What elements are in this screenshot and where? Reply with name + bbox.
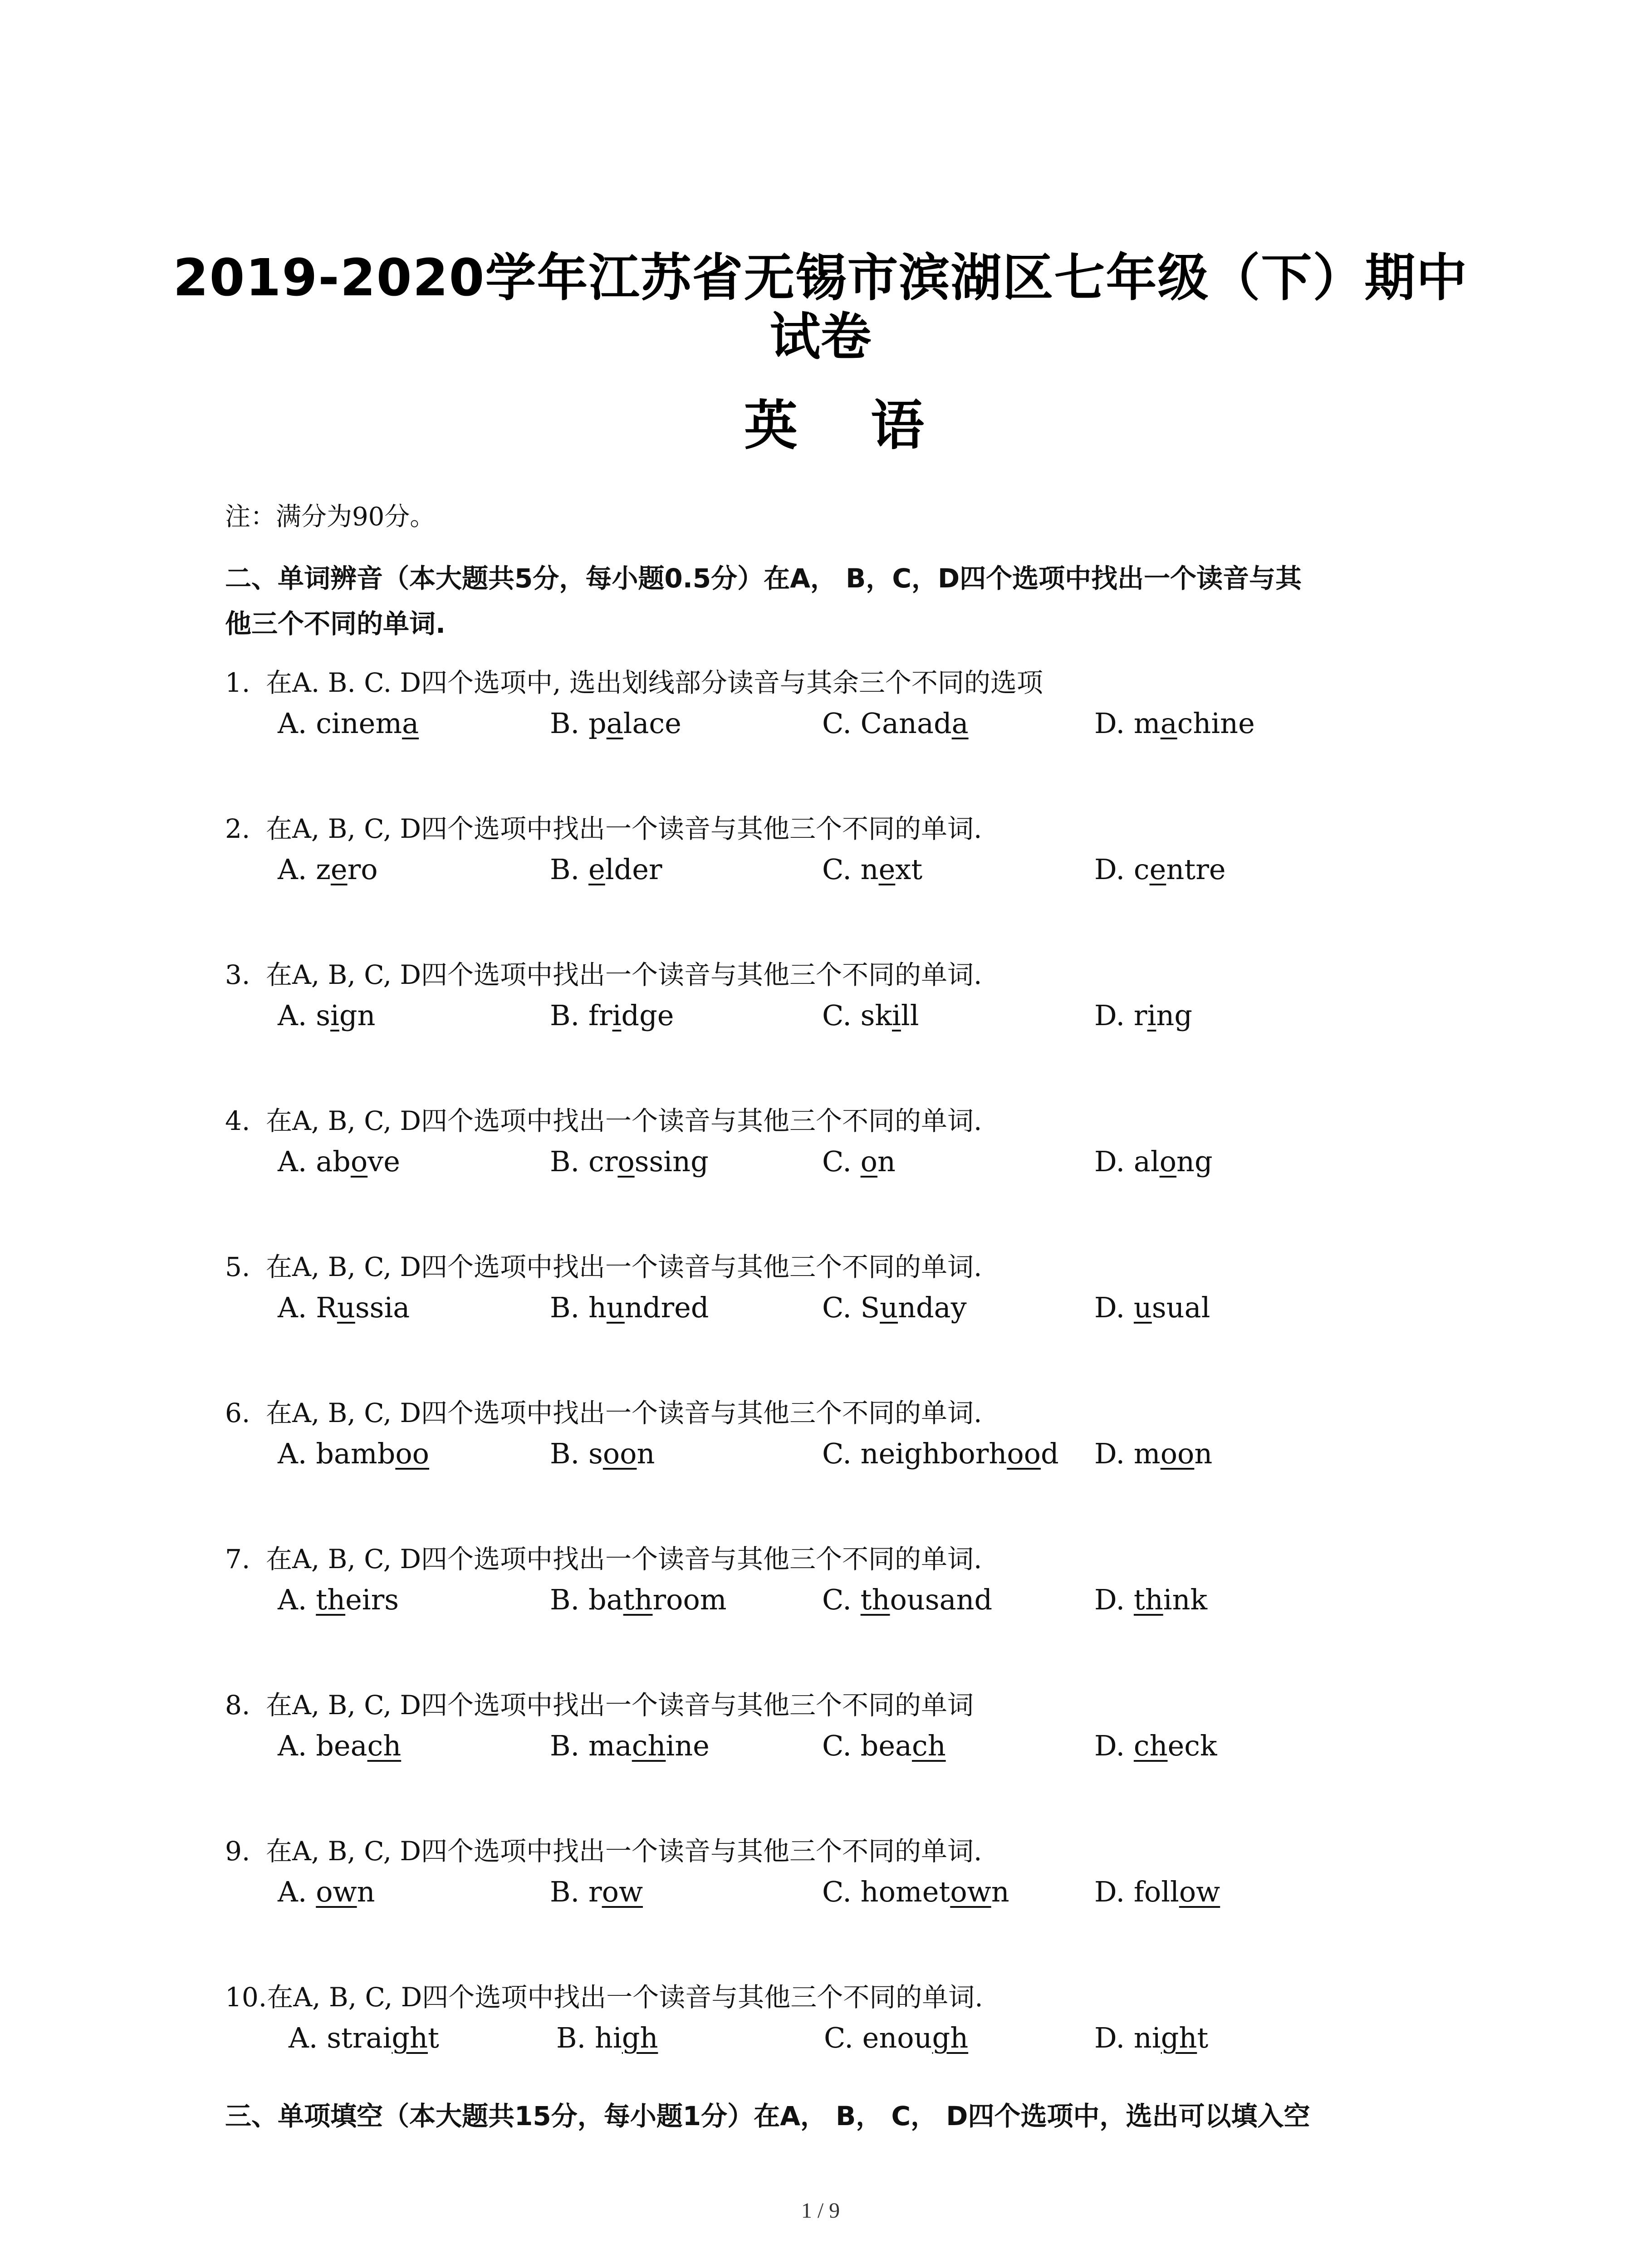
underlined-letters: ow: [316, 1875, 357, 1908]
option-text: D. foll: [1094, 1875, 1179, 1908]
answer-option-b[interactable]: [556, 2015, 658, 2061]
question-number: 8.: [225, 1690, 250, 1721]
underlined-letters: u: [337, 1291, 355, 1324]
option-text: D. r: [1094, 999, 1147, 1032]
underlined-letters: oo: [1007, 1437, 1041, 1470]
answer-option-d[interactable]: [1094, 1723, 1217, 1769]
option-text: D.: [1094, 1583, 1134, 1616]
option-text: eck: [1167, 1729, 1217, 1762]
underlined-letters: gh: [932, 2021, 969, 2054]
underlined-letters: gh: [392, 2021, 428, 2054]
exam-title-line1: 2019-2020学年江苏省无锡市滨湖区七年级（下）期中: [173, 249, 1468, 308]
option-text: D. ni: [1094, 2021, 1161, 2054]
question-item: [225, 1687, 1450, 1769]
question-stem: [225, 1979, 1450, 2015]
underlined-letters: ch: [632, 1729, 666, 1762]
question-text: 在A, B, C, D四个选项中找出一个读音与其他三个不同的单词.: [266, 1251, 982, 1282]
underlined-letters: gh: [1161, 2021, 1197, 2054]
question-text: 在A, B, C, D四个选项中找出一个读音与其他三个不同的单词: [266, 1690, 974, 1721]
question-number: 7.: [225, 1544, 250, 1574]
option-text: C.: [822, 1145, 861, 1178]
option-text: dge: [621, 999, 674, 1032]
question-number: 4.: [225, 1105, 250, 1136]
answer-option-c[interactable]: [822, 1431, 1059, 1476]
question-text: 在A, B, C, D四个选项中找出一个读音与其他三个不同的单词.: [266, 1398, 982, 1428]
underlined-letters: e: [878, 853, 896, 886]
option-text: B. cr: [550, 1145, 618, 1178]
option-row: [225, 701, 1450, 746]
underlined-letters: i: [1147, 999, 1156, 1032]
answer-option-d[interactable]: [1094, 1139, 1213, 1184]
section-2-heading-line2: 他三个不同的单词.: [225, 608, 446, 639]
option-text: C. Canad: [822, 707, 952, 740]
option-text: C. n: [822, 853, 879, 886]
answer-option-c[interactable]: [822, 1285, 967, 1330]
answer-option-c[interactable]: [822, 701, 969, 746]
answer-option-c[interactable]: [822, 1723, 946, 1769]
option-row: [225, 847, 1450, 892]
page-number: 1 / 9: [801, 2199, 840, 2223]
answer-option-a[interactable]: [278, 1577, 399, 1623]
section-3-heading-line1: 三、单项填空（本大题共15分，每小题1分）在A， B， C， D四个选项中，选出可以填入空: [225, 2101, 1310, 2131]
section-2-heading: [225, 556, 1450, 646]
option-text: D. al: [1094, 1145, 1160, 1178]
underlined-letters: e: [330, 853, 348, 886]
answer-option-b[interactable]: [550, 1577, 727, 1623]
option-text: C. bea: [822, 1729, 912, 1762]
option-text: d: [1040, 1437, 1059, 1470]
option-text: ve: [367, 1145, 400, 1178]
option-text: n: [637, 1437, 655, 1470]
question-stem: [225, 1103, 1450, 1139]
option-text: D. m: [1094, 1437, 1161, 1470]
answer-option-b[interactable]: [550, 701, 681, 746]
option-text: ssing: [634, 1145, 709, 1178]
option-text: B. h: [550, 1291, 607, 1324]
option-text: C. enou: [824, 2021, 932, 2054]
option-text: B. r: [550, 1875, 602, 1908]
underlined-letters: e: [588, 853, 605, 886]
underlined-letters: ow: [950, 1875, 991, 1908]
answer-option-b[interactable]: [550, 1869, 643, 1915]
underlined-letters: i: [892, 999, 901, 1032]
option-row: [225, 1139, 1450, 1184]
underlined-letters: i: [330, 999, 339, 1032]
option-text: room: [652, 1583, 727, 1616]
option-text: ntre: [1166, 853, 1226, 886]
option-text: nday: [898, 1291, 967, 1324]
option-text: D. m: [1094, 707, 1161, 740]
option-row: [225, 1577, 1450, 1623]
option-text: ousand: [890, 1583, 993, 1616]
question-number: 10.: [225, 1982, 267, 2013]
option-text: B. hi: [556, 2021, 622, 2054]
option-text: gn: [339, 999, 376, 1032]
answer-option-a[interactable]: [278, 1285, 410, 1330]
question-item: [225, 1395, 1450, 1476]
underlined-letters: ow: [602, 1875, 643, 1908]
option-text: A. strai: [289, 2021, 392, 2054]
answer-option-a[interactable]: [289, 2015, 439, 2061]
question-stem: [225, 1833, 1450, 1869]
option-text: C. S: [822, 1291, 880, 1324]
option-text: t: [1197, 2021, 1209, 2054]
option-text: C.: [822, 1583, 861, 1616]
answer-option-c[interactable]: [822, 993, 919, 1038]
question-number: 1.: [225, 667, 250, 698]
question-stem: [225, 1541, 1450, 1577]
option-text: eirs: [345, 1583, 399, 1616]
question-stem: [225, 811, 1450, 847]
option-row: [225, 1723, 1450, 1769]
question-item: [225, 1541, 1450, 1623]
question-number: 9.: [225, 1836, 250, 1867]
answer-option-b[interactable]: [550, 1723, 710, 1769]
underlined-letters: ch: [1133, 1729, 1168, 1762]
answer-option-c[interactable]: [824, 2015, 968, 2061]
answer-option-b[interactable]: [550, 847, 662, 892]
underlined-letters: oo: [603, 1437, 637, 1470]
option-row: [225, 1285, 1450, 1330]
underlined-letters: u: [880, 1291, 898, 1324]
underlined-letters: e: [1149, 853, 1166, 886]
score-note: 注：满分为90分。: [225, 502, 436, 532]
answer-option-a[interactable]: [278, 701, 419, 746]
answer-option-b[interactable]: [550, 1431, 655, 1476]
answer-option-d[interactable]: [1094, 2015, 1208, 2061]
option-text: ssia: [355, 1291, 410, 1324]
answer-option-a[interactable]: [278, 1723, 401, 1769]
option-text: n: [877, 1145, 896, 1178]
option-text: ll: [901, 999, 919, 1032]
underlined-letters: oo: [395, 1437, 429, 1470]
question-item: [225, 1979, 1450, 2061]
option-text: A.: [278, 1875, 316, 1908]
option-text: D.: [1094, 1291, 1134, 1324]
option-text: sual: [1151, 1291, 1210, 1324]
option-text: B. ba: [550, 1583, 623, 1616]
option-text: xt: [895, 853, 923, 886]
section-2-heading-line1: 二、单词辨音（本大题共5分，每小题0.5分）在A， B，C，D四个选项中找出一个读音与其: [225, 563, 1302, 594]
underlined-letters: ow: [1179, 1875, 1220, 1908]
option-text: A. bamb: [278, 1437, 396, 1470]
option-text: B. p: [550, 707, 607, 740]
option-text: ine: [666, 1729, 710, 1762]
answer-option-b[interactable]: [550, 1285, 709, 1330]
answer-option-d[interactable]: [1094, 1431, 1212, 1476]
answer-option-c[interactable]: [822, 1869, 1009, 1915]
underlined-letters: u: [1133, 1291, 1152, 1324]
option-text: ink: [1163, 1583, 1208, 1616]
question-text: 在A, B, C, D四个选项中找出一个读音与其他三个不同的单词.: [266, 959, 982, 990]
option-text: B.: [550, 853, 588, 886]
option-row: [225, 1869, 1450, 1915]
underlined-letters: u: [606, 1291, 625, 1324]
answer-option-d[interactable]: [1094, 701, 1255, 746]
option-text: ro: [347, 853, 378, 886]
option-text: C. homet: [822, 1875, 950, 1908]
question-stem: [225, 1687, 1450, 1723]
answer-option-c[interactable]: [822, 847, 922, 892]
option-text: C. neighborh: [822, 1437, 1007, 1470]
option-text: B. ma: [550, 1729, 632, 1762]
option-text: A.: [278, 1583, 316, 1616]
question-text: 在A, B, C, D四个选项中找出一个读音与其他三个不同的单词.: [266, 1105, 982, 1136]
option-text: ng: [1156, 999, 1193, 1032]
answer-option-d[interactable]: [1094, 993, 1192, 1038]
option-row: [225, 2015, 1450, 2061]
option-text: t: [427, 2021, 439, 2054]
answer-option-a[interactable]: [278, 1431, 429, 1476]
option-text: lace: [623, 707, 681, 740]
exam-title-line2: 试卷: [769, 308, 872, 367]
underlined-letters: th: [1133, 1583, 1163, 1616]
underlined-letters: oo: [1160, 1437, 1195, 1470]
answer-option-a[interactable]: [278, 1139, 400, 1184]
underlined-letters: o: [1159, 1145, 1177, 1178]
option-row: [225, 1431, 1450, 1476]
answer-option-c[interactable]: [822, 1139, 896, 1184]
underlined-letters: a: [402, 707, 419, 740]
option-text: A. z: [278, 853, 331, 886]
answer-option-d[interactable]: [1094, 1285, 1210, 1330]
option-text: B. fr: [550, 999, 612, 1032]
question-item: [225, 957, 1450, 1038]
question-stem: [225, 957, 1450, 993]
question-item: [225, 1249, 1450, 1330]
option-text: n: [991, 1875, 1009, 1908]
answer-option-d[interactable]: [1094, 847, 1226, 892]
question-item: [225, 665, 1450, 746]
section-3-heading: [225, 2093, 1450, 2139]
option-text: A. bea: [278, 1729, 367, 1762]
option-text: n: [357, 1875, 375, 1908]
underlined-letters: o: [617, 1145, 635, 1178]
underlined-letters: a: [951, 707, 969, 740]
option-text: A. s: [278, 999, 331, 1032]
option-text: D.: [1094, 1729, 1134, 1762]
question-item: [225, 811, 1450, 892]
question-stem: [225, 1249, 1450, 1285]
underlined-letters: o: [350, 1145, 368, 1178]
option-row: [225, 993, 1450, 1038]
option-text: lder: [605, 853, 662, 886]
underlined-letters: o: [860, 1145, 877, 1178]
question-stem: [225, 1395, 1450, 1431]
option-text: n: [1194, 1437, 1213, 1470]
underlined-letters: th: [860, 1583, 890, 1616]
question-item: [225, 1103, 1450, 1184]
underlined-letters: i: [612, 999, 622, 1032]
option-text: ndred: [624, 1291, 709, 1324]
question-text: 在A, B, C, D四个选项中找出一个读音与其他三个不同的单词.: [266, 1836, 982, 1867]
answer-option-c[interactable]: [822, 1577, 992, 1623]
answer-option-b[interactable]: [550, 1139, 709, 1184]
answer-option-d[interactable]: [1094, 1869, 1220, 1915]
question-text: 在A, B, C, D四个选项中找出一个读音与其他三个不同的单词.: [267, 1982, 983, 2013]
subject-title: 英 语: [744, 394, 952, 457]
answer-option-d[interactable]: [1094, 1577, 1207, 1623]
answer-option-a[interactable]: [278, 1869, 375, 1915]
question-item: [225, 1833, 1450, 1915]
option-text: A. cinem: [278, 707, 402, 740]
question-number: 6.: [225, 1398, 250, 1428]
question-number: 2.: [225, 813, 250, 844]
option-text: D. c: [1094, 853, 1150, 886]
underlined-letters: ch: [912, 1729, 946, 1762]
underlined-letters: a: [606, 707, 623, 740]
answer-option-b[interactable]: [550, 993, 674, 1038]
underlined-letters: ch: [367, 1729, 402, 1762]
question-text: 在A. B. C. D四个选项中, 选出划线部分读音与其余三个不同的选项: [266, 667, 1043, 698]
question-stem: [225, 665, 1450, 701]
option-text: A. ab: [278, 1145, 351, 1178]
underlined-letters: gh: [622, 2021, 658, 2054]
option-text: ng: [1176, 1145, 1213, 1178]
underlined-letters: a: [1160, 707, 1177, 740]
question-number: 5.: [225, 1251, 250, 1282]
option-text: C. sk: [822, 999, 892, 1032]
question-number: 3.: [225, 959, 250, 990]
question-text: 在A, B, C, D四个选项中找出一个读音与其他三个不同的单词.: [266, 813, 982, 844]
underlined-letters: th: [316, 1583, 346, 1616]
answer-option-a[interactable]: [278, 993, 375, 1038]
option-text: A. R: [278, 1291, 337, 1324]
question-text: 在A, B, C, D四个选项中找出一个读音与其他三个不同的单词.: [266, 1544, 982, 1574]
underlined-letters: th: [623, 1583, 653, 1616]
option-text: B. s: [550, 1437, 603, 1470]
option-text: chine: [1177, 707, 1255, 740]
answer-option-a[interactable]: [278, 847, 378, 892]
